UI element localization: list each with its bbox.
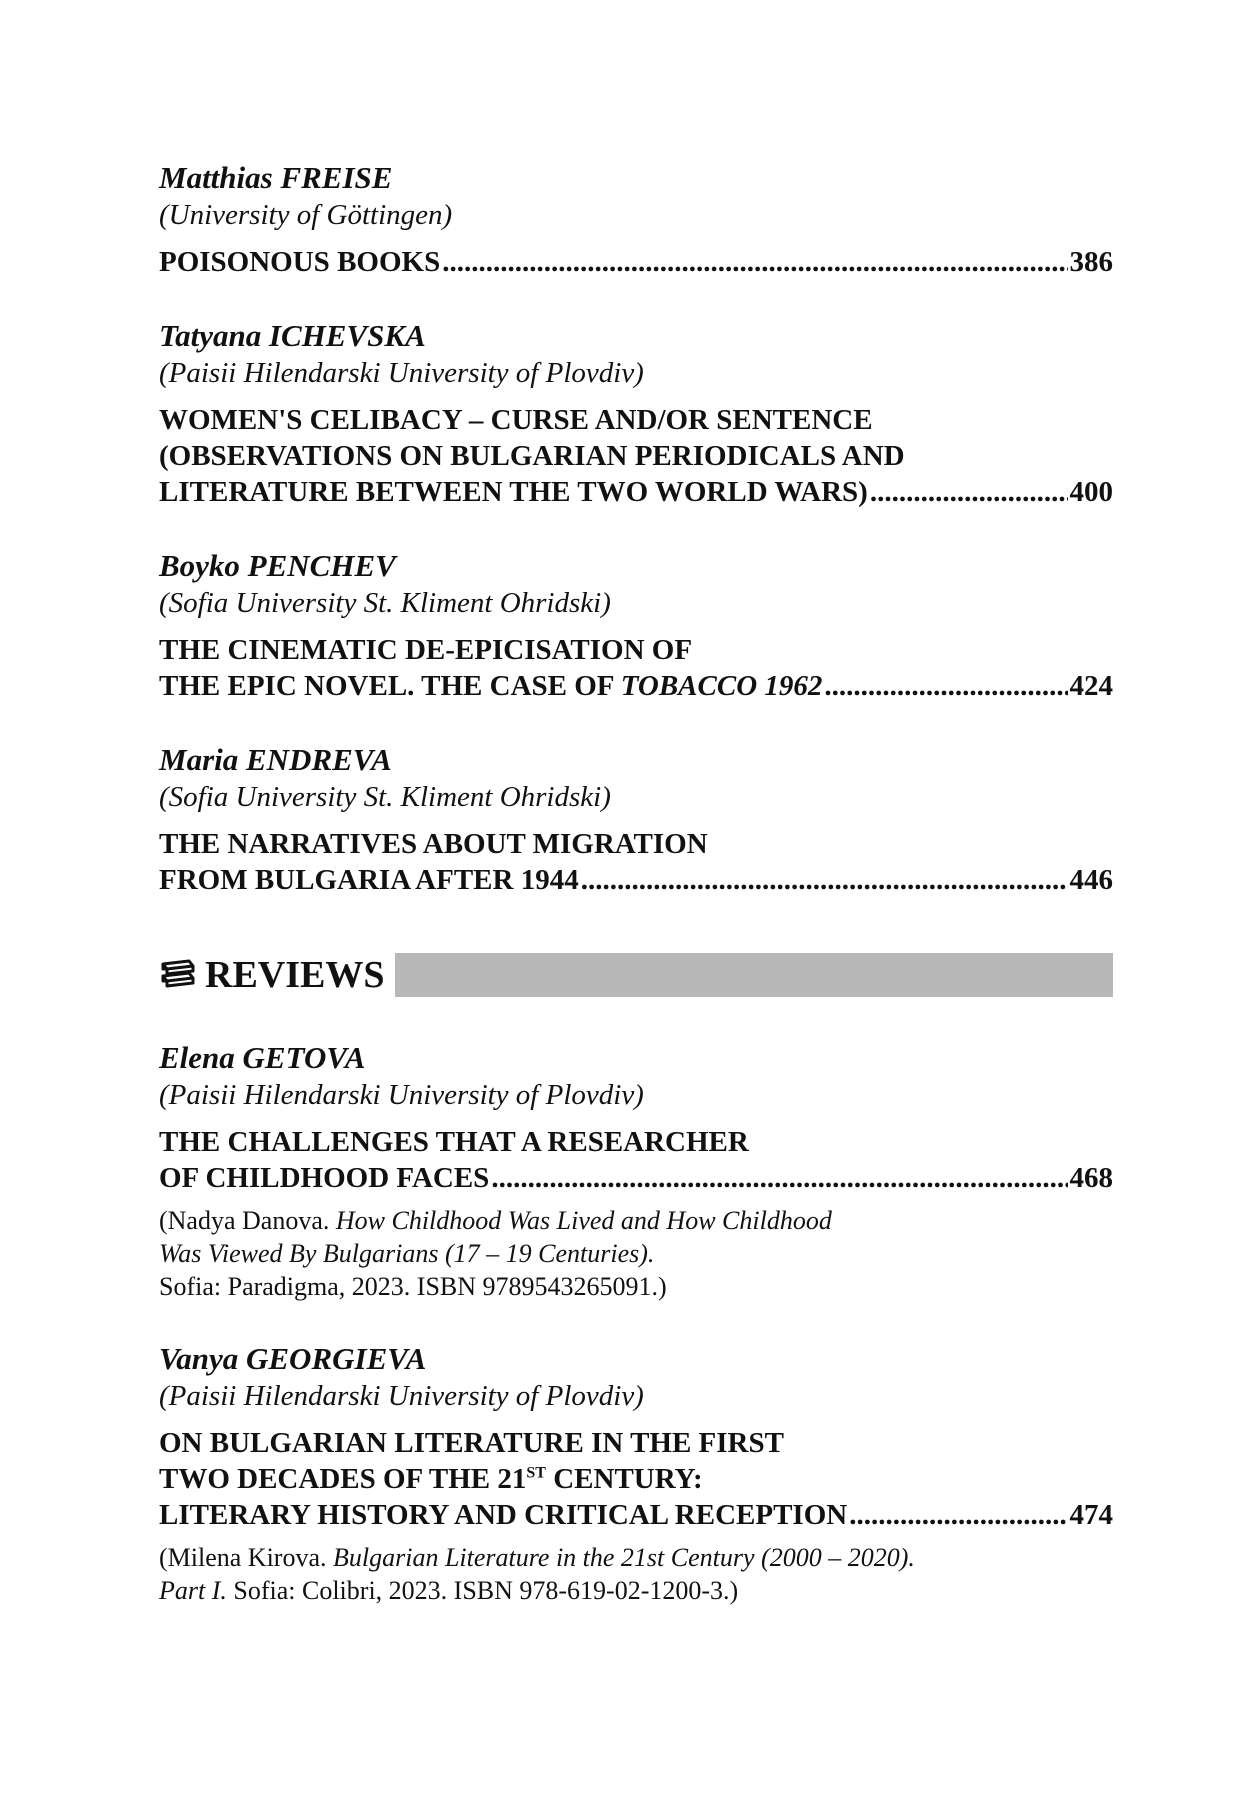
entry-author: Boyko PENCHEV (159, 548, 396, 583)
page-number: 468 (1069, 1162, 1113, 1194)
section-bar (395, 953, 1114, 997)
entry-author: Matthias FREISE (159, 160, 393, 195)
page-number: 400 (1069, 476, 1113, 508)
entry-title-line (159, 1461, 1113, 1497)
page-number: 446 (1069, 864, 1113, 896)
entry-title-last-line (159, 668, 1113, 704)
entry-title-line: THE CHALLENGES THAT A RESEARCHER (159, 1126, 749, 1158)
entry-title: LITERARY HISTORY AND CRITICAL RECEPTION (159, 1499, 848, 1531)
books-icon (159, 958, 197, 992)
toc-content (159, 160, 1113, 1645)
ref-text: (Nadya Danova. (159, 1206, 336, 1235)
entry-title-text: CENTURY: (545, 1463, 703, 1495)
toc-entry (159, 318, 1113, 510)
ref-text: (Milena Kirova. (159, 1543, 334, 1572)
toc-entry (159, 160, 1113, 280)
superscript: ST (526, 1464, 546, 1482)
entry-title: POISONOUS BOOKS (159, 246, 441, 278)
toc-entry (159, 1341, 1113, 1607)
leader-dots (581, 862, 1068, 898)
ref-text: Sofia: Paradigma, 2023. ISBN 9789543265091.) (159, 1272, 667, 1301)
entry-title-line: ON BULGARIAN LITERATURE IN THE FIRST (159, 1427, 784, 1459)
entry-title-link[interactable] (159, 402, 1113, 510)
entry-title-line: THE NARRATIVES ABOUT MIGRATION (159, 828, 708, 860)
toc-entry (159, 742, 1113, 898)
entry-affiliation: (Sofia University St. Kliment Ohridski) (159, 781, 611, 813)
entry-title-line: (OBSERVATIONS ON BULGARIAN PERIODICALS AND (159, 440, 905, 472)
entry-title: LITERATURE BETWEEN THE TWO WORLD WARS) (159, 476, 868, 508)
toc-entry (159, 1040, 1113, 1303)
ref-book-title: Was Viewed By Bulgarians (17 – 19 Centuries). (159, 1239, 655, 1268)
entry-title-last-line (159, 862, 1113, 898)
entry-title-text: THE EPIC NOVEL. THE CASE OF (159, 670, 621, 702)
entry-title-last-line (159, 1160, 1113, 1196)
leader-dots (849, 1497, 1067, 1533)
entry-title-italic: TOBACCO 1962 (620, 670, 823, 702)
page-number: 386 (1069, 246, 1113, 278)
ref-text: Sofia: Colibri, 2023. ISBN 978-619-02-1200-3.) (226, 1576, 739, 1605)
entry-title-link[interactable] (159, 826, 1113, 898)
entry-affiliation: (Paisii Hilendarski University of Plovdiv) (159, 1079, 644, 1111)
book-reference (159, 1541, 1113, 1607)
section-header-reviews (159, 952, 1113, 998)
entry-title-link[interactable] (159, 632, 1113, 704)
entry-affiliation: (Paisii Hilendarski University of Plovdiv) (159, 357, 644, 389)
page-number: 424 (1069, 670, 1113, 702)
page-number: 474 (1069, 1499, 1113, 1531)
ref-book-title: How Childhood Was Lived and How Childhood (335, 1206, 832, 1235)
entry-title-link[interactable] (159, 1425, 1113, 1533)
entry-title (159, 668, 822, 704)
entry-title-last-line (159, 1497, 1113, 1533)
leader-dots (870, 474, 1068, 510)
ref-book-title: Part I. (159, 1576, 227, 1605)
leader-dots (824, 668, 1067, 704)
toc-entry (159, 548, 1113, 704)
entry-author: Vanya GEORGIEVA (159, 1341, 427, 1376)
entry-title-link[interactable] (159, 1124, 1113, 1196)
entry-title: FROM BULGARIA AFTER 1944 (159, 864, 579, 896)
ref-book-title: Bulgarian Literature in the 21st Century (2000 – 2020). (333, 1543, 915, 1572)
entry-title-text: TWO DECADES OF THE 21 (159, 1463, 527, 1495)
entry-title-line: THE CINEMATIC DE-EPICISATION OF (159, 634, 693, 666)
entry-title-link[interactable] (159, 244, 1113, 280)
entry-title: OF CHILDHOOD FACES (159, 1162, 490, 1194)
book-reference (159, 1204, 1113, 1303)
entry-author: Elena GETOVA (159, 1040, 366, 1075)
entry-affiliation: (Sofia University St. Kliment Ohridski) (159, 587, 611, 619)
entry-affiliation: (Paisii Hilendarski University of Plovdiv) (159, 1380, 644, 1412)
section-title: REVIEWS (205, 954, 385, 996)
entry-affiliation: (University of Göttingen) (159, 199, 453, 231)
entry-author: Tatyana ICHEVSKA (159, 318, 426, 353)
entry-author: Maria ENDREVA (159, 742, 392, 777)
entry-title-last-line (159, 474, 1113, 510)
entry-title-line: WOMEN'S CELIBACY – CURSE AND/OR SENTENCE (159, 404, 873, 436)
leader-dots (442, 244, 1067, 280)
leader-dots (491, 1160, 1067, 1196)
